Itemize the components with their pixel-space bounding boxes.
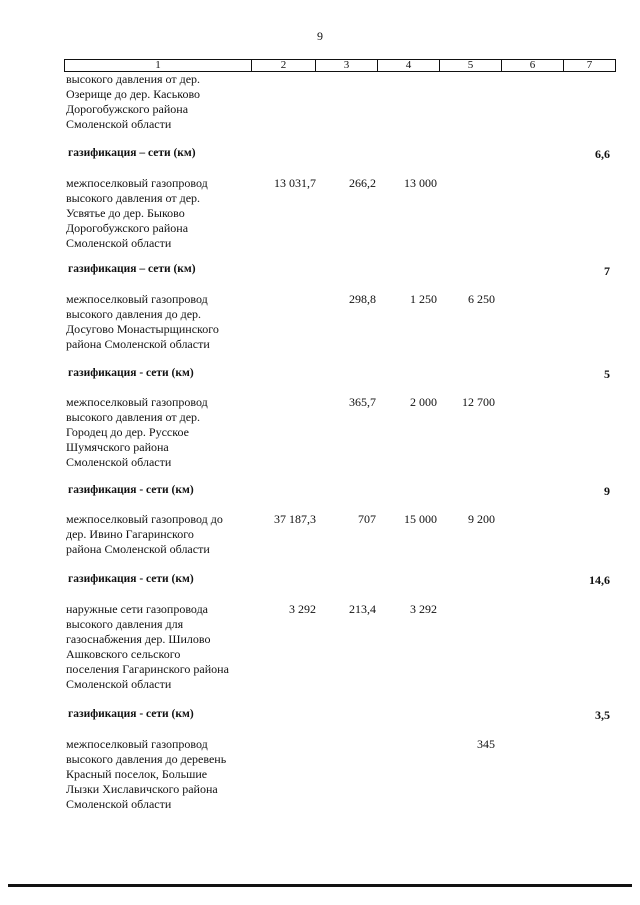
section-col4-value: 13 000 (404, 176, 437, 190)
section-title: газификация - сети (км) (68, 708, 194, 720)
section-col2-value: 3 292 (289, 602, 316, 616)
intro-description: высокого давления от дер. Озерище до дер. Каськово Дорогобужского района Смоленской области (66, 72, 201, 131)
header-col-6: 6 (501, 60, 563, 71)
section-col3-value: 365,7 (349, 395, 376, 409)
header-col-4: 4 (377, 60, 439, 71)
section-col5-value: 345 (477, 737, 495, 751)
section-title: газификация – сети (км) (68, 147, 196, 159)
header-col-7: 7 (563, 60, 616, 71)
section-description: наружные сети газопровода высокого давления для газоснабжения дер. Шилово Ашковского сельского поселения Гагаринского района Смоленской области (66, 602, 229, 691)
table-header-row (64, 59, 616, 72)
section-value: 6,6 (595, 147, 610, 161)
section-value: 14,6 (589, 573, 610, 587)
section-title: газификация - сети (км) (68, 484, 194, 496)
section-value: 7 (604, 264, 610, 278)
section-description: межпоселковый газопровод высокого давления от дер. Усвятье до дер. Быково Дорогобужского района Смоленской области (66, 176, 208, 250)
header-col-5: 5 (439, 60, 501, 71)
section-description: межпоселковый газопровод до дер. Ивино Гагаринского района Смоленской области (66, 512, 223, 556)
section-col5-value: 12 700 (462, 395, 495, 409)
header-col-3: 3 (315, 60, 377, 71)
section-value: 9 (604, 484, 610, 498)
section-description: межпоселковый газопровод высокого давления до деревень Красный поселок, Большие Лызки Хиславичского района Смоленской области (66, 737, 227, 811)
section-col4-value: 15 000 (404, 512, 437, 526)
section-col3-value: 707 (358, 512, 376, 526)
section-title: газификация – сети (км) (68, 263, 196, 275)
section-col3-value: 298,8 (349, 292, 376, 306)
section-col2-value: 37 187,3 (274, 512, 316, 526)
section-col3-value: 213,4 (349, 602, 376, 616)
section-col4-value: 2 000 (410, 395, 437, 409)
section-value: 5 (604, 367, 610, 381)
page-number: 9 (317, 29, 323, 43)
section-title: газификация - сети (км) (68, 367, 194, 379)
section-title: газификация - сети (км) (68, 573, 194, 585)
section-description: межпоселковый газопровод высокого давления до дер. Досугово Монастырщинского района Смоленской области (66, 292, 219, 351)
header-col-2: 2 (251, 60, 315, 71)
section-col4-value: 1 250 (410, 292, 437, 306)
section-col5-value: 6 250 (468, 292, 495, 306)
section-description: межпоселковый газопровод высокого давления от дер. Городец до дер. Русское Шумячского района Смоленской области (66, 395, 208, 469)
section-col3-value: 266,2 (349, 176, 376, 190)
section-value: 3,5 (595, 708, 610, 722)
header-col-1: 1 (64, 60, 251, 71)
section-col2-value: 13 031,7 (274, 176, 316, 190)
bottom-rule (8, 884, 632, 887)
section-col5-value: 9 200 (468, 512, 495, 526)
section-col4-value: 3 292 (410, 602, 437, 616)
